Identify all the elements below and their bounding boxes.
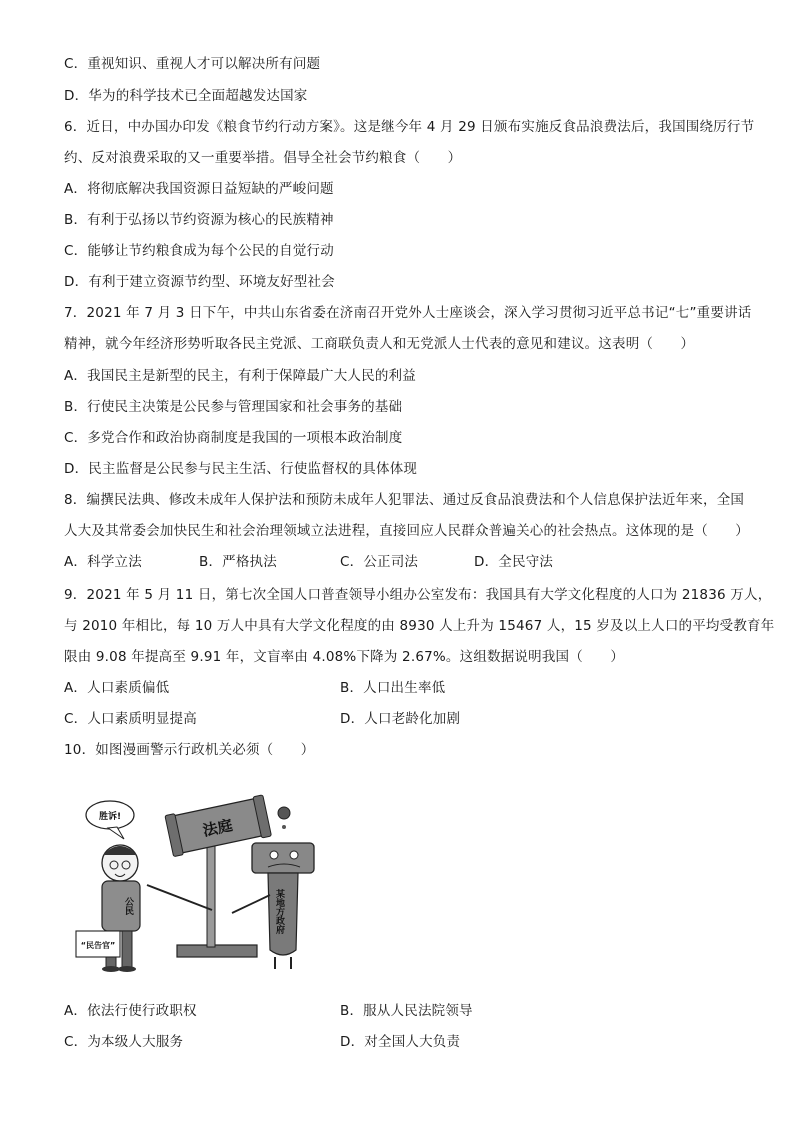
q7-stem-line1: 7．2021 年 7 月 3 日下午，中共山东省委在济南召开党外人士座谈会，深入学习贯彻习近平总书记“七”重要讲话 bbox=[64, 305, 752, 321]
q6-stem-line1: 6．近日，中办国办印发《粮食节约行动方案》。这是继今年 4 月 29 日颁布实施反食品浪费法后，我国围绕厉行节 bbox=[64, 119, 755, 135]
government-label: 某地方政府 bbox=[274, 889, 284, 934]
q8-stem-line1: 8．编撰民法典、修改未成年人保护法和预防未成年人犯罪法、通过反食品浪费法和个人信息保护法近年来，全国 bbox=[64, 492, 745, 508]
q9-stem-line1: 9．2021 年 5 月 11 日，第七次全国人口普查领导小组办公室发布：我国具有大学文化程度的人口为 21836 万人， bbox=[64, 587, 772, 603]
sign-label: “民告官” bbox=[80, 941, 116, 950]
gavel-stand bbox=[207, 845, 215, 947]
court-cartoon-illustration bbox=[72, 785, 342, 980]
q8-option-d: D．全民守法 bbox=[474, 554, 554, 570]
q6-option-a: A．将彻底解决我国资源日益短缺的严峻问题 bbox=[64, 181, 334, 197]
q8-option-b: B．严格执法 bbox=[199, 554, 277, 570]
q7-option-a: A．我国民主是新型的民主，有利于保障最广大人民的利益 bbox=[64, 368, 416, 384]
q9-option-b: B．人口出生率低 bbox=[340, 680, 446, 696]
q6-stem-line2: 约、反对浪费采取的又一重要举措。倡导全社会节约粮食（ ） bbox=[64, 150, 462, 166]
q10-option-b: B．服从人民法院领导 bbox=[340, 1003, 473, 1019]
q5-option-d: D．华为的科学技术已全面超越发达国家 bbox=[64, 88, 308, 104]
q10-option-c: C．为本级人大服务 bbox=[64, 1034, 184, 1050]
q8-option-a: A．科学立法 bbox=[64, 554, 142, 570]
q8-option-c: C．公正司法 bbox=[340, 554, 419, 570]
speech-text: 胜诉! bbox=[98, 812, 122, 822]
q7-option-c: C．多党合作和政治协商制度是我国的一项根本政治制度 bbox=[64, 430, 403, 446]
q6-option-c: C．能够让节约粮食成为每个公民的自觉行动 bbox=[64, 243, 334, 259]
hammer-label: 法庭 bbox=[201, 816, 235, 840]
q9-option-d: D．人口老龄化加剧 bbox=[340, 711, 461, 727]
speech-bubble-tail bbox=[108, 827, 124, 839]
gavel-base bbox=[177, 945, 257, 957]
citizen-label: 公民 bbox=[123, 897, 133, 915]
q9-stem-line3: 限由 9.08 年提高至 9.91 年，文盲率由 4.08%下降为 2.67%。这组数据说明我国（ ） bbox=[64, 649, 625, 665]
q6-option-b: B．有利于弘扬以节约资源为核心的民族精神 bbox=[64, 212, 334, 228]
q8-stem-line2: 人大及其常委会加快民生和社会治理领域立法进程，直接回应人民群众普遍关心的社会热点。这体现的是（ ） bbox=[64, 523, 749, 539]
q5-option-c: C．重视知识、重视人才可以解决所有问题 bbox=[64, 56, 321, 72]
q10-stem: 10．如图漫画警示行政机关必须（ ） bbox=[64, 742, 315, 758]
q9-stem-line2: 与 2010 年相比，每 10 万人中具有大学文化程度的由 8930 人上升为 15467 人，15 岁及以上人口的平均受教育年 bbox=[64, 618, 775, 634]
q9-option-c: C．人口素质明显提高 bbox=[64, 711, 197, 727]
q9-option-a: A．人口素质偏低 bbox=[64, 680, 170, 696]
q7-option-d: D．民主监督是公民参与民主生活、行使监督权的具体体现 bbox=[64, 461, 418, 477]
q7-stem-line2: 精神，就今年经济形势听取各民主党派、工商联负责人和无党派人士代表的意见和建议。这表明（ ） bbox=[64, 336, 695, 352]
q10-option-d: D．对全国人大负责 bbox=[340, 1034, 461, 1050]
q6-option-d: D．有利于建立资源节约型、环境友好型社会 bbox=[64, 274, 335, 290]
q10-option-a: A．依法行使行政职权 bbox=[64, 1003, 197, 1019]
q7-option-b: B．行使民主决策是公民参与管理国家和社会事务的基础 bbox=[64, 399, 403, 415]
citizen-arm bbox=[147, 885, 212, 910]
